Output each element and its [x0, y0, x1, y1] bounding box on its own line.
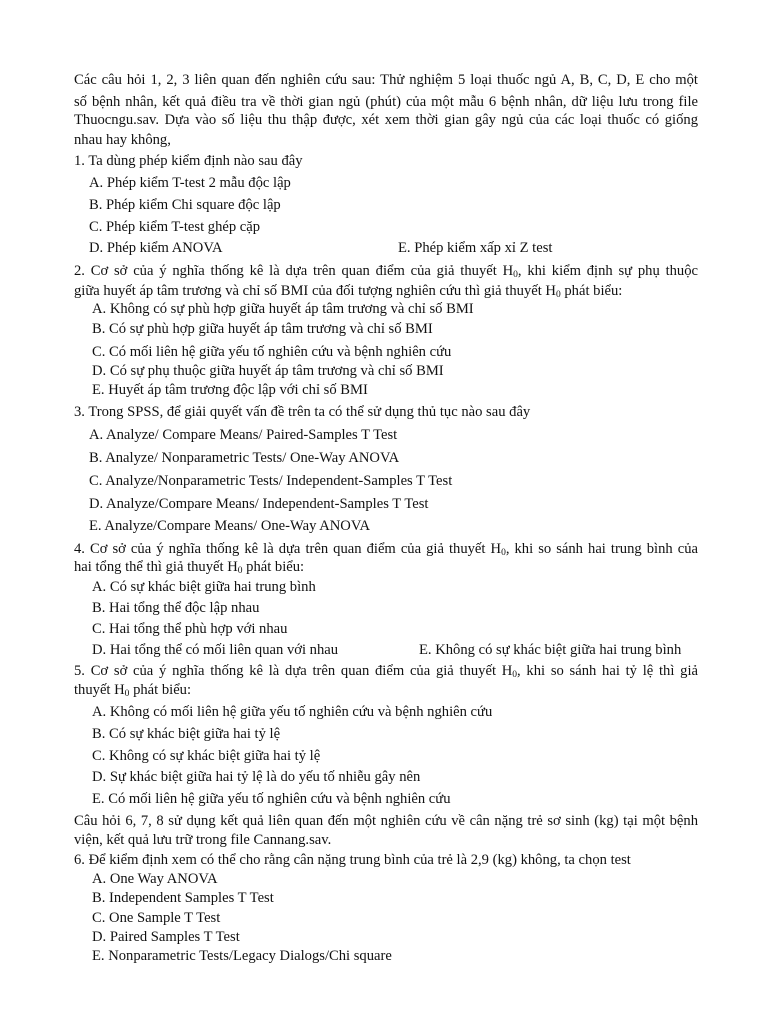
q4-option-e: E. Không có sự khác biệt giữa hai trung bình	[419, 642, 682, 658]
q2-option-a: A. Không có sự phù hợp giữa huyết áp tâm trương và chỉ số BMI	[92, 301, 474, 317]
question-4-line-1: 4. Cơ sở của ý nghĩa thống kê là dựa trên quan điểm của giả thuyết $H_0$, khi so sánh hai trung bình của	[74, 541, 698, 558]
q6-option-b: B. Independent Samples T Test	[92, 890, 274, 906]
question-5-line-2: thuyết $H_0$ phát biểu:	[74, 682, 192, 699]
question-1: 1. Ta dùng phép kiểm định nào sau đây	[74, 153, 303, 169]
q4-option-c: C. Hai tổng thể phù hợp với nhau	[92, 621, 288, 637]
q5-option-e: E. Có mối liên hệ giữa yếu tố nghiên cứu và bệnh nghiên cứu	[92, 791, 451, 807]
question-3: 3. Trong SPSS, để giải quyết vấn đề trên ta có thể sử dụng thủ tục nào sau đây	[74, 404, 531, 420]
intro-line-3: Thuocngu.sav. Dựa vào số liệu thu thập được, xét xem thời gian gây ngủ của các loại thuốc có giống	[74, 112, 698, 128]
intro2-line-2: viện, kết quả lưu trữ trong file Cannang.sav.	[74, 832, 332, 848]
question-2-line-1: 2. Cơ sở của ý nghĩa thống kê là dựa trên quan điểm của giả thuyết $H_0$, khi kiểm định sự phụ thuộc	[74, 263, 698, 280]
intro2-line-1: Câu hỏi 6, 7, 8 sử dụng kết quả liên quan đến một nghiên cứu về cân nặng trẻ sơ sinh (kg) tại một bệnh	[74, 813, 698, 829]
intro-line-4: nhau hay không,	[74, 132, 171, 148]
q3-option-b: B. Analyze/ Nonparametric Tests/ One-Way ANOVA	[89, 450, 400, 466]
intro-line-2: số bệnh nhân, kết quả điều tra về thời gian ngủ (phút) của một mẫu 6 bệnh nhân, dữ liệu lưu trong file	[74, 94, 698, 110]
q4-option-d: D. Hai tổng thể có mối liên quan với nhau	[92, 642, 339, 658]
q6-option-a: A. One Way ANOVA	[92, 871, 218, 887]
q1-option-d: D. Phép kiểm ANOVA	[89, 240, 223, 256]
question-4-line-2: hai tổng thể thì giả thuyết $H_0$ phát biểu:	[74, 559, 305, 576]
q3-option-e: E. Analyze/Compare Means/ One-Way ANOVA	[89, 518, 371, 534]
q5-option-b: B. Có sự khác biệt giữa hai tỷ lệ	[92, 726, 281, 742]
q1-option-a: A. Phép kiểm T-test 2 mẫu độc lập	[89, 175, 291, 191]
q3-option-d: D. Analyze/Compare Means/ Independent-Samples T Test	[89, 496, 429, 512]
q2-option-b: B. Có sự phù hợp giữa huyết áp tâm trương và chỉ số BMI	[92, 321, 433, 337]
q6-option-e: E. Nonparametric Tests/Legacy Dialogs/Chi square	[92, 948, 392, 964]
q1-option-e: E. Phép kiểm xấp xỉ Z test	[398, 240, 553, 256]
q5-option-d: D. Sự khác biệt giữa hai tỷ lệ là do yếu tố nhiễu gây nên	[92, 769, 421, 785]
q6-option-d: D. Paired Samples T Test	[92, 929, 240, 945]
question-6: 6. Để kiểm định xem có thể cho rằng cân nặng trung bình của trẻ là 2,9 (kg) không, ta chọn test	[74, 852, 631, 868]
q1-option-c: C. Phép kiểm T-test ghép cặp	[89, 219, 261, 235]
q5-option-a: A. Không có mối liên hệ giữa yếu tố nghiên cứu và bệnh nghiên cứu	[92, 704, 493, 720]
question-5-line-1: 5. Cơ sở của ý nghĩa thống kê là dựa trên quan điểm của giả thuyết $H_0$, khi so sánh hai tỷ lệ thì giả	[74, 663, 698, 680]
q2-option-c: C. Có mối liên hệ giữa yếu tố nghiên cứu và bệnh nghiên cứu	[92, 344, 452, 360]
q4-option-b: B. Hai tổng thể độc lập nhau	[92, 600, 260, 616]
q6-option-c: C. One Sample T Test	[92, 910, 221, 926]
q1-option-b: B. Phép kiểm Chi square độc lập	[89, 197, 281, 213]
q3-option-c: C. Analyze/Nonparametric Tests/ Independent-Samples T Test	[89, 473, 453, 489]
q2-option-e: E. Huyết áp tâm trương độc lập với chỉ số BMI	[92, 382, 368, 398]
q2-option-d: D. Có sự phụ thuộc giữa huyết áp tâm trương và chỉ số BMI	[92, 363, 444, 379]
q3-option-a: A. Analyze/ Compare Means/ Paired-Samples T Test	[89, 427, 398, 443]
q4-option-a: A. Có sự khác biệt giữa hai trung bình	[92, 579, 316, 595]
intro-line-1: Các câu hỏi 1, 2, 3 liên quan đến nghiên cứu sau: Thử nghiệm 5 loại thuốc ngủ A, B, C, D, E cho một	[74, 72, 698, 88]
question-2-line-2: giữa huyết áp tâm trương và chỉ số BMI của đối tượng nghiên cứu thì giả thuyết $H_0$ phát biểu:	[74, 283, 623, 300]
q5-option-c: C. Không có sự khác biệt giữa hai tỷ lệ	[92, 748, 321, 764]
